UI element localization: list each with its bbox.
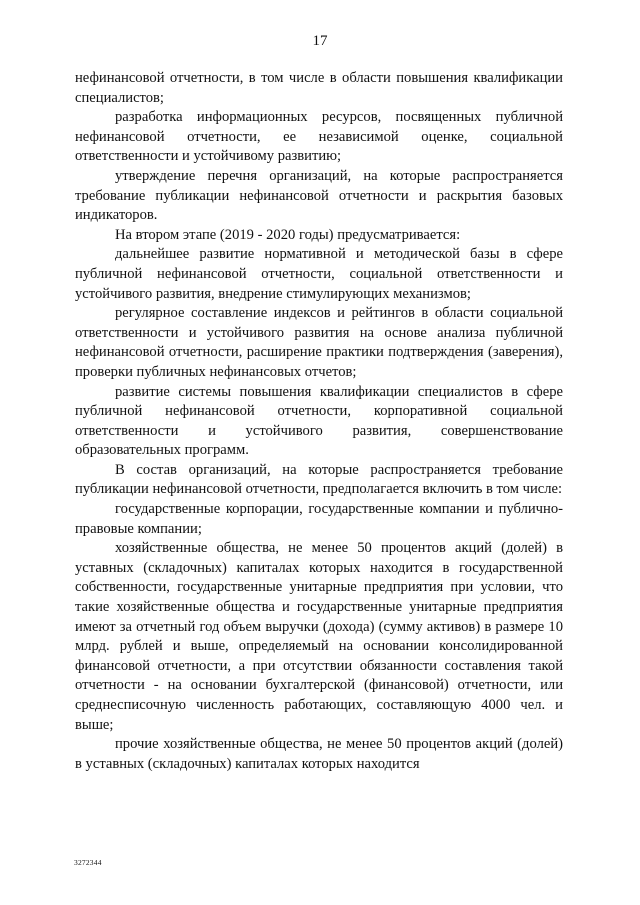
paragraph: утверждение перечня организаций, на которые распространяется требование публикации нефинансовой отчетности и раскрытия базовых индикаторов.: [75, 167, 563, 224]
page-number: 17: [312, 33, 328, 49]
paragraph: государственные корпорации, государственные компании и публично-правовые компании;: [75, 501, 563, 537]
paragraph: На втором этапе (2019 - 2020 годы) предусматривается:: [115, 226, 461, 243]
paragraph: регулярное составление индексов и рейтингов в области социальной ответственности и устойчивого развития на основе анализа публичной нефинансовой отчетности, расширение практики подтверждения (заверения), проверки публичных нефинансовых отчетов;: [75, 305, 563, 380]
paragraph: В состав организаций, на которые распространяется требование публикации нефинансовой отчетности, предполагается включить в том числе:: [75, 461, 563, 498]
paragraph: разработка информационных ресурсов, посвященных публичной нефинансовой отчетности, ее независимой оценке, социальной ответственности и устойчивому развитию;: [75, 109, 563, 165]
paragraph-continuation: нефинансовой отчетности, в том числе в области повышения квалификации специалистов;: [75, 70, 563, 106]
document-code: 3272344: [74, 858, 102, 867]
paragraph: развитие системы повышения квалификации специалистов в сфере публичной нефинансовой отчетности, корпоративной социальной ответственности и устойчивого развития, совершенствование образовательных программ.: [75, 383, 563, 459]
document-body: [75, 69, 563, 774]
paragraph: дальнейшее развитие нормативной и методической базы в сфере публичной нефинансовой отчетности, социальной ответственности и устойчивого развития, внедрение стимулирующих механизмов;: [75, 246, 563, 302]
paragraph: прочие хозяйственные общества, не менее 50 процентов акций (долей) в уставных (складочных) капиталах которых находится: [75, 736, 563, 772]
paragraph: хозяйственные общества, не менее 50 процентов акций (долей) в уставных (складочных) капиталах которых находится в государственной собственности, государственные унитарные предприятия при условии, что такие хозяйственные общества и государственные унитарные предприятия имеют за отчетный год объем выручки (дохода) (сумму активов) в размере 10 млрд. рублей и выше, определяемый на основании консолидированной финансовой отчетности, а при отсутствии обязанности составления такой отчетности - на основании бухгалтерской (финансовой) отчетности, или среднесписочную численность работающих, составляющую 4000 чел. и выше;: [75, 540, 563, 733]
